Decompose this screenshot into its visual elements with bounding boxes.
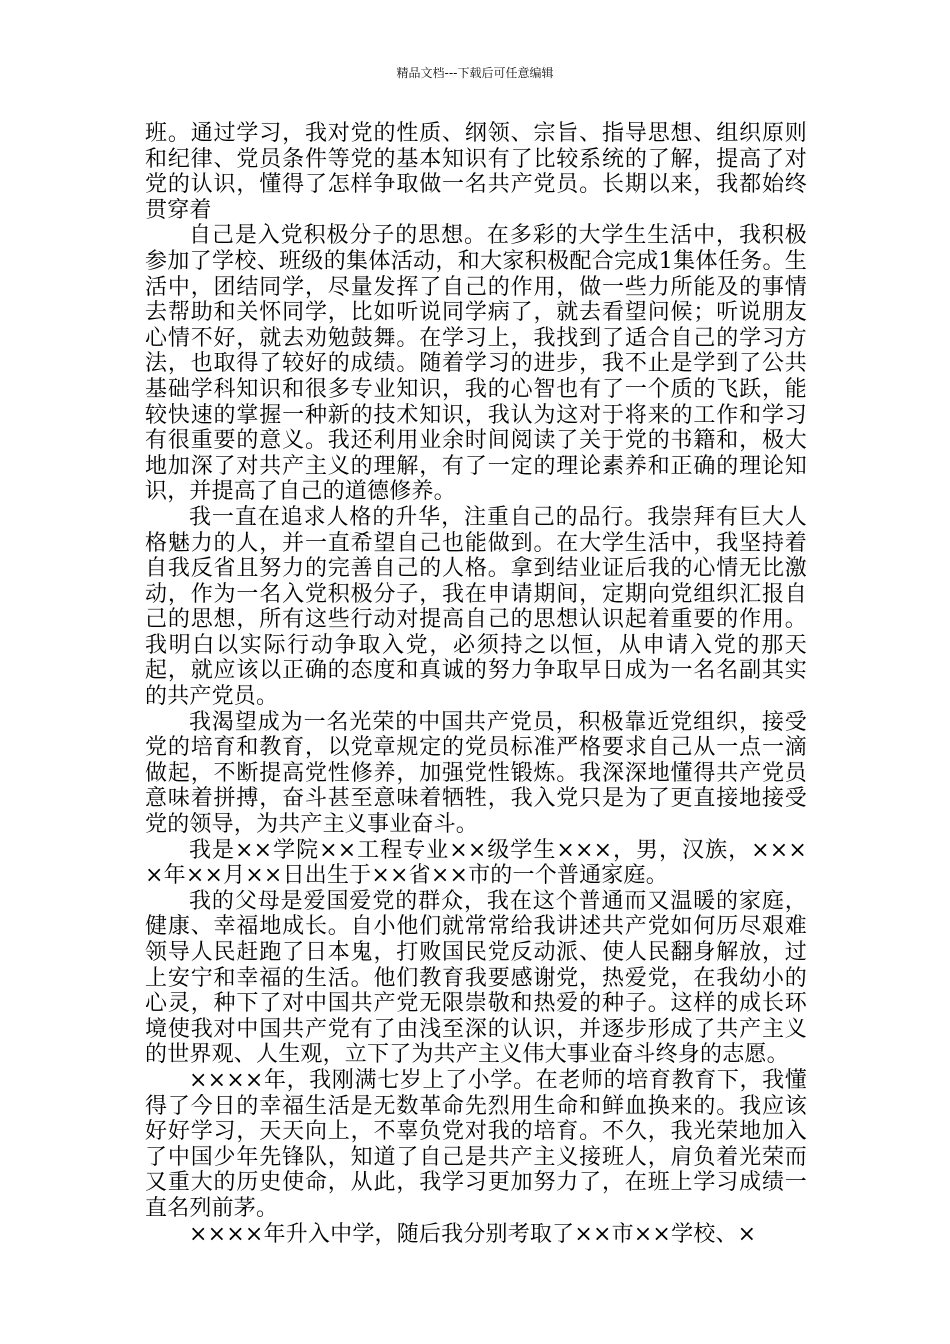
paragraph-5: 我是××学院××工程专业××级学生×××，男，汉族，××××年××月××日出生于××省××市的一个普通家庭。 [145, 837, 807, 889]
paragraph-3: 我一直在追求人格的升华，注重自己的品行。我崇拜有巨大人格魅力的人，并一直希望自己也能做到。在大学生活中，我坚持着自我反省且努力的完善自己的人格。拿到结业证后我的心情无比激动，作为一名入党积极分子，我在申请期间，定期向党组织汇报自己的思想，所有这些行动对提高自己的思想认识起着重要的作用。我明白以实际行动争取入党，必须持之以恒，从申请入党的那天起，就应该以正确的态度和真诚的努力争取早日成为一名名副其实的共产党员。 [145, 504, 807, 710]
paragraph-8: ××××年升入中学，随后我分别考取了××市××学校、× [189, 1221, 757, 1247]
paragraph-4: 我渴望成为一名光荣的中国共产党员，积极靠近党组织，接受党的培育和教育，以党章规定的党员标准严格要求自己从一点一滴做起，不断提高党性修养，加强党性锻炼。我深深地懂得共产党员意味着拼搏，奋斗甚至意味着牺牲，我入党只是为了更直接地接受党的领导，为共产主义事业奋斗。 [145, 709, 807, 838]
paragraph-7: ××××年，我刚满七岁上了小学。在老师的培育教育下，我懂得了今日的幸福生活是无数革命先烈用生命和鲜血换来的。我应该好好学习，天天向上，不辜负党对我的培育。不久，我光荣地加入了中国少年先锋队，知道了自己是共产主义接班人，肩负着光荣而又重大的历史使命，从此，我学习更加努力了，在班上学习成绩一直名列前茅。 [145, 1067, 807, 1221]
paragraph-2: 自己是入党积极分子的思想。在多彩的大学生生活中，我积极参加了学校、班级的集体活动，和大家积极配合完成1集体任务。生活中，团结同学，尽量发挥了自己的作用，做一些力所能及的事情去帮助和关怀同学，比如听说同学病了，就去看望问候；听说朋友心情不好，就去劝勉鼓舞。在学习上，我找到了适合自己的学习方法，也取得了较好的成绩。随着学习的进步，我不止是学到了公共基础学科知识和很多专业知识，我的心智也有了一个质的飞跃，能较快速的掌握一种新的技术知识，我认为这对于将来的工作和学习有很重要的意义。我还利用业余时间阅读了关于党的书籍和，极大地加深了对共产主义的理解，有了一定的理论素养和正确的理论知识，并提高了自己的道德修养。 [145, 223, 807, 505]
paragraph-1: 班。通过学习，我对党的性质、纲领、宗旨、指导思想、组织原则和纪律、党员条件等党的基本知识有了比较系统的了解，提高了对党的认识，懂得了怎样争取做一名共产党员。长期以来，我都始终贯穿着 [145, 121, 807, 223]
paragraph-6: 我的父母是爱国爱党的群众，我在这个普通而又温暖的家庭，健康、幸福地成长。自小他们就常常给我讲述共产党如何历尽艰难领导人民赶跑了日本鬼，打败国民党反动派、使人民翻身解放，过上安宁和幸福的生活。他们教育我要感谢党，热爱党，在我幼小的心灵，种下了对中国共产党无限崇敬和热爱的种子。这样的成长环境使我对中国共产党有了由浅至深的认识，并逐步形成了共产主义的世界观、人生观，立下了为共产主义伟大事业奋斗终身的志愿。 [145, 888, 807, 1068]
document-body [145, 121, 807, 1247]
page-header: 精品文档---下载后可任意编辑 [396, 66, 554, 80]
